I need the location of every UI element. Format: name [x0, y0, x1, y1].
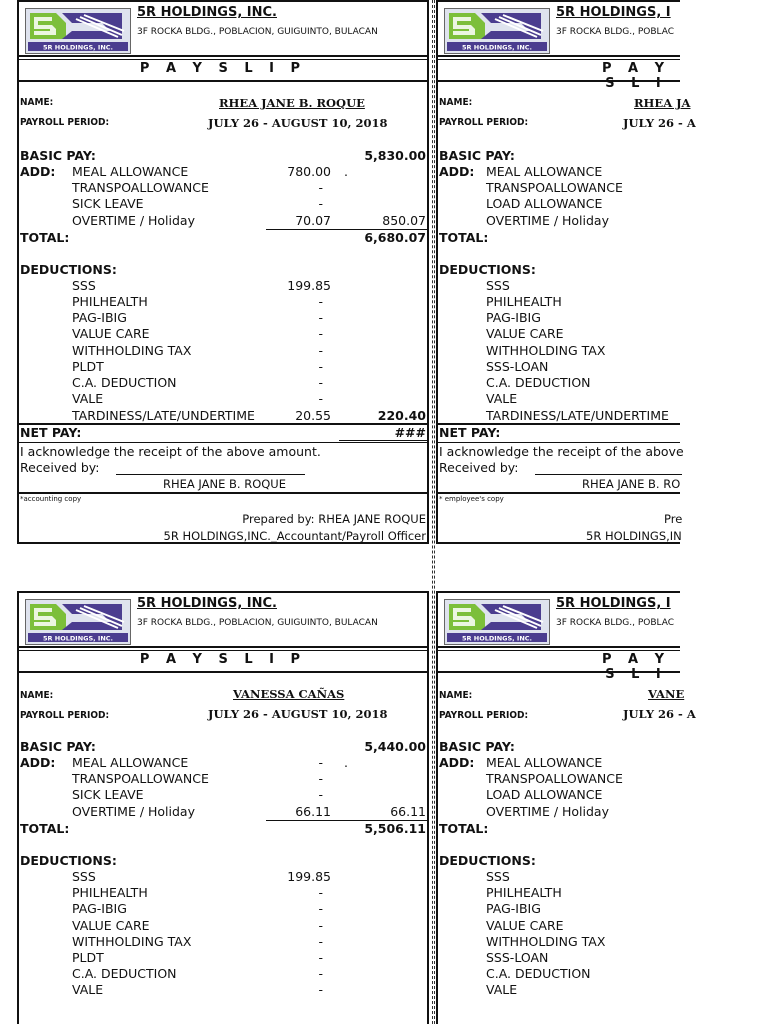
logo-text: 5R HOLDINGS, INC.: [462, 43, 532, 52]
deductions-label: DEDUCTIONS:: [20, 853, 117, 868]
deduction-item: SSS: [486, 869, 510, 884]
divider: [19, 80, 427, 82]
deduction-item: PHILHEALTH: [72, 885, 148, 900]
accountant-title: 5R HOLDINGS,IN: [586, 529, 682, 543]
divider: [19, 492, 427, 494]
prepared-by: Prepared by: RHEA JANE ROQUE: [242, 512, 426, 526]
deduction-item: VALE: [72, 982, 104, 997]
slip-header: [19, 593, 427, 648]
total-value: 6,680.07: [364, 230, 426, 245]
slip-header: [438, 593, 680, 648]
company-name: 5R HOLDINGS, I: [556, 596, 671, 611]
divider: [19, 671, 427, 673]
payslip-title: P A Y S L I: [601, 61, 671, 91]
company-logo: [25, 8, 131, 54]
company-address: 3F ROCKA BLDG., POBLAC: [556, 618, 675, 628]
deduction-item: VALE: [72, 391, 104, 406]
logo-text: 5R HOLDINGS, INC.: [43, 43, 113, 52]
payslip-title: P A Y S L I P: [139, 652, 307, 667]
deduction-value: -: [318, 391, 323, 406]
deduction-item: VALE: [486, 982, 518, 997]
deduction-item: WITHHOLDING TAX: [72, 934, 192, 949]
company-logo: [444, 599, 550, 645]
payslip-title: P A Y S L I P: [139, 61, 307, 76]
payslip-employee-copy-2: [436, 591, 696, 1024]
signature-line: [535, 474, 682, 475]
add-item: MEAL ALLOWANCE: [72, 164, 189, 179]
deduction-item: PAG-IBIG: [486, 901, 541, 916]
payslip-title: P A Y S L I: [601, 652, 671, 682]
deduction-value: -: [318, 885, 323, 900]
company-logo: [444, 8, 550, 54]
underline: [339, 440, 429, 441]
add-value: -: [318, 787, 323, 802]
add-value: -: [318, 196, 323, 211]
net-pay-label: NET PAY:: [439, 425, 501, 440]
deduction-value: -: [318, 901, 323, 916]
basic-pay-label: BASIC PAY:: [439, 739, 515, 754]
cut-line: [434, 0, 435, 1024]
deduction-value: -: [318, 966, 323, 981]
payslip-accounting-copy-2: [17, 591, 429, 1024]
deduction-item: SSS-LOAN: [486, 950, 549, 965]
divider: [19, 59, 427, 60]
company-address: 3F ROCKA BLDG., POBLAC: [556, 27, 675, 37]
deduction-value: -: [318, 326, 323, 341]
company-name: 5R HOLDINGS, I: [556, 5, 671, 20]
received-by-label: Received by:: [439, 460, 519, 475]
add-value: -: [318, 771, 323, 786]
deductions-label: DEDUCTIONS:: [439, 262, 536, 277]
employee-name: VANESSA CAÑAS: [233, 687, 345, 701]
add-item: OVERTIME / Holiday: [72, 213, 195, 228]
payroll-period: JULY 26 - A: [623, 707, 696, 721]
deduction-value: -: [318, 982, 323, 997]
net-pay-value: ###: [394, 425, 426, 440]
add-item: TRANSPOALLOWANCE: [486, 180, 623, 195]
copy-note: *accounting copy: [20, 495, 82, 503]
deduction-item: TARDINESS/LATE/UNDERTIME: [486, 408, 669, 423]
add-value: 70.07: [295, 213, 331, 228]
add-value: 66.11: [295, 804, 331, 819]
signatory-name: RHEA JANE B. ROQUE: [163, 477, 286, 491]
add-label: ADD:: [439, 164, 475, 179]
accountant-title: 5R HOLDINGS,INC._Accountant/Payroll Officer: [163, 529, 426, 543]
basic-pay-value: 5,440.00: [364, 739, 426, 754]
deduction-value: -: [318, 343, 323, 358]
add-value: 780.00: [287, 164, 331, 179]
deduction-item: SSS: [72, 278, 96, 293]
deduction-value: -: [318, 359, 323, 374]
add-item: SICK LEAVE: [72, 787, 144, 802]
divider: [19, 442, 427, 443]
basic-pay-value: 5,830.00: [364, 148, 426, 163]
add-item: LOAD ALLOWANCE: [486, 196, 603, 211]
add-dot: .: [344, 164, 348, 179]
company-name: 5R HOLDINGS, INC.: [137, 5, 277, 20]
deduction-item: VALUE CARE: [72, 326, 150, 341]
deduction-total: 220.40: [377, 408, 426, 423]
period-label: PAYROLL PERIOD:: [20, 117, 110, 128]
signature-line: [116, 474, 305, 475]
basic-pay-label: BASIC PAY:: [439, 148, 515, 163]
total-label: TOTAL:: [439, 230, 489, 245]
employee-name: RHEA JA: [634, 96, 691, 110]
period-label: PAYROLL PERIOD:: [439, 710, 529, 721]
period-label: PAYROLL PERIOD:: [439, 117, 529, 128]
deduction-item: C.A. DEDUCTION: [486, 966, 591, 981]
payslip-accounting-copy-1: [17, 0, 429, 544]
add-item: TRANSPOALLOWANCE: [72, 771, 209, 786]
slip-header: [19, 2, 427, 57]
deduction-item: WITHHOLDING TAX: [486, 934, 606, 949]
employee-name: RHEA JANE B. ROQUE: [219, 96, 365, 110]
name-label: NAME:: [20, 97, 54, 108]
add-label: ADD:: [20, 755, 56, 770]
total-value: 5,506.11: [364, 821, 426, 836]
prepared-by: Pre: [664, 512, 683, 526]
add-label: ADD:: [20, 164, 56, 179]
company-name: 5R HOLDINGS, INC.: [137, 596, 277, 611]
name-label: NAME:: [439, 690, 473, 701]
add-dot: .: [344, 755, 348, 770]
add-total: 850.07: [382, 213, 426, 228]
deduction-item: PLDT: [72, 950, 104, 965]
add-value: -: [318, 180, 323, 195]
copy-note: * employee's copy: [439, 495, 504, 503]
basic-pay-label: BASIC PAY:: [20, 148, 96, 163]
divider: [438, 80, 680, 82]
payroll-period: JULY 26 - AUGUST 10, 2018: [208, 707, 388, 721]
deduction-value: -: [318, 934, 323, 949]
company-address: 3F ROCKA BLDG., POBLACION, GUIGUINTO, BULACAN: [137, 27, 378, 37]
deductions-label: DEDUCTIONS:: [439, 853, 536, 868]
deduction-value: -: [318, 310, 323, 325]
add-item: OVERTIME / Holiday: [486, 213, 609, 228]
cut-line: [432, 0, 433, 1024]
company-address: 3F ROCKA BLDG., POBLACION, GUIGUINTO, BULACAN: [137, 618, 378, 628]
deduction-item: PHILHEALTH: [486, 294, 562, 309]
add-item: TRANSPOALLOWANCE: [486, 771, 623, 786]
deduction-value: 199.85: [287, 278, 331, 293]
divider: [438, 650, 680, 651]
deduction-item: PAG-IBIG: [486, 310, 541, 325]
logo-text: 5R HOLDINGS, INC.: [43, 634, 113, 643]
divider: [438, 492, 680, 494]
add-item: MEAL ALLOWANCE: [486, 755, 603, 770]
total-label: TOTAL:: [20, 821, 70, 836]
acknowledgement-text: I acknowledge the receipt of the above: [439, 444, 684, 459]
deduction-item: WITHHOLDING TAX: [486, 343, 606, 358]
deduction-value: -: [318, 918, 323, 933]
received-by-label: Received by:: [20, 460, 100, 475]
deduction-item: SSS-LOAN: [486, 359, 549, 374]
deduction-value: -: [318, 294, 323, 309]
add-item: MEAL ALLOWANCE: [72, 755, 189, 770]
name-label: NAME:: [20, 690, 54, 701]
deduction-item: SSS: [72, 869, 96, 884]
add-value: -: [318, 755, 323, 770]
logo-text: 5R HOLDINGS, INC.: [462, 634, 532, 643]
acknowledgement-text: I acknowledge the receipt of the above amount.: [20, 444, 321, 459]
add-label: ADD:: [439, 755, 475, 770]
deduction-item: PHILHEALTH: [486, 885, 562, 900]
company-logo: [25, 599, 131, 645]
add-item: OVERTIME / Holiday: [486, 804, 609, 819]
name-label: NAME:: [439, 97, 473, 108]
deduction-item: VALUE CARE: [486, 918, 564, 933]
deduction-value: 199.85: [287, 869, 331, 884]
payslip-employee-copy-1: [436, 0, 696, 544]
deduction-value: -: [318, 950, 323, 965]
net-pay-label: NET PAY:: [20, 425, 82, 440]
deduction-item: C.A. DEDUCTION: [72, 966, 177, 981]
payroll-period: JULY 26 - AUGUST 10, 2018: [208, 116, 388, 130]
deduction-value: -: [318, 375, 323, 390]
divider: [438, 59, 680, 60]
deduction-item: TARDINESS/LATE/UNDERTIME: [72, 408, 255, 423]
slip-header: [438, 2, 680, 57]
signatory-name: RHEA JANE B. RO: [582, 477, 681, 491]
period-label: PAYROLL PERIOD:: [20, 710, 110, 721]
payroll-period: JULY 26 - A: [623, 116, 696, 130]
deductions-label: DEDUCTIONS:: [20, 262, 117, 277]
add-item: LOAD ALLOWANCE: [486, 787, 603, 802]
add-item: MEAL ALLOWANCE: [486, 164, 603, 179]
deduction-item: PLDT: [72, 359, 104, 374]
deduction-item: VALUE CARE: [486, 326, 564, 341]
deduction-item: VALE: [486, 391, 518, 406]
employee-name: VANE: [648, 687, 685, 701]
divider: [19, 650, 427, 651]
add-item: TRANSPOALLOWANCE: [72, 180, 209, 195]
total-label: TOTAL:: [20, 230, 70, 245]
add-item: OVERTIME / Holiday: [72, 804, 195, 819]
deduction-item: PAG-IBIG: [72, 310, 127, 325]
total-label: TOTAL:: [439, 821, 489, 836]
basic-pay-label: BASIC PAY:: [20, 739, 96, 754]
deduction-value: 20.55: [295, 408, 331, 423]
add-item: SICK LEAVE: [72, 196, 144, 211]
divider: [438, 671, 680, 673]
deduction-item: C.A. DEDUCTION: [486, 375, 591, 390]
deduction-item: PAG-IBIG: [72, 901, 127, 916]
divider: [438, 442, 680, 443]
deduction-item: PHILHEALTH: [72, 294, 148, 309]
deduction-item: VALUE CARE: [72, 918, 150, 933]
deduction-item: C.A. DEDUCTION: [72, 375, 177, 390]
deduction-item: SSS: [486, 278, 510, 293]
add-total: 66.11: [390, 804, 426, 819]
deduction-item: WITHHOLDING TAX: [72, 343, 192, 358]
